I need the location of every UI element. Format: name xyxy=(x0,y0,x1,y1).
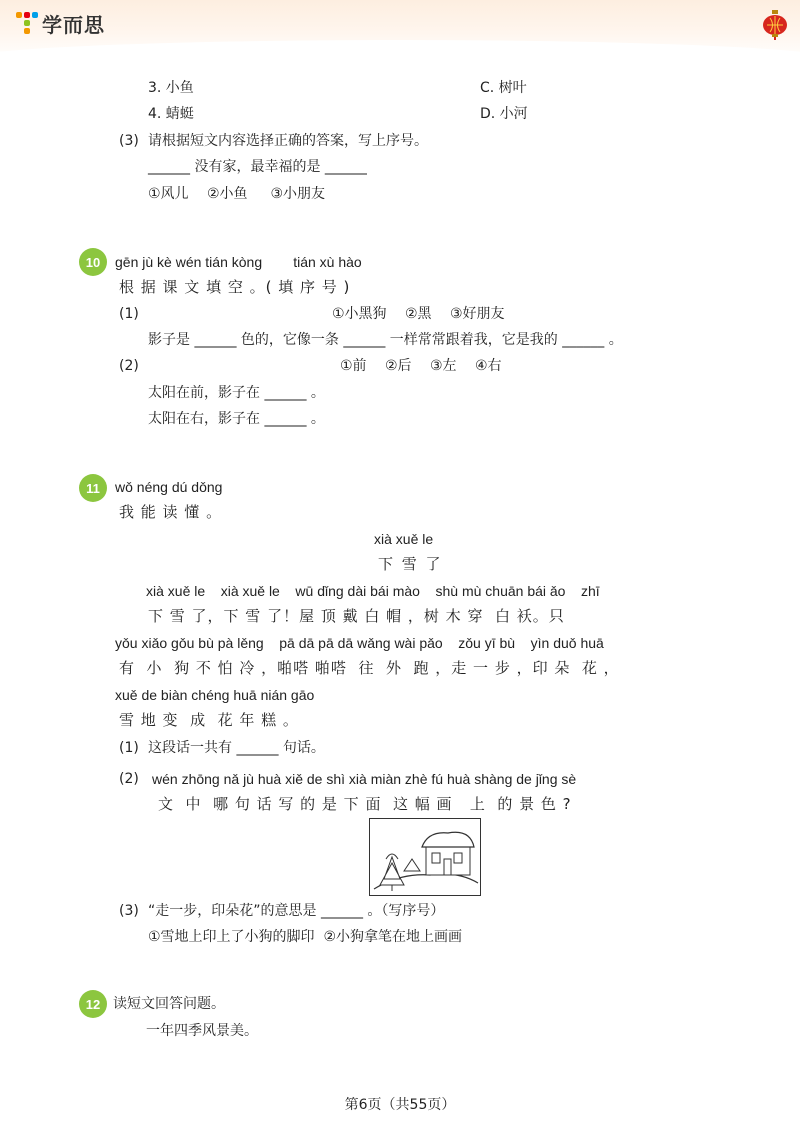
poem-line3: 雪 地 变 成 花 年 糕 。 xyxy=(119,711,299,729)
snow-house-tree-illustration xyxy=(370,819,480,895)
poem-line2-pinyin: yǒu xiǎo gǒu bù pà lěng pā dā pā dā wǎng wài pǎo zǒu yī bù yìn duǒ huā xyxy=(115,635,604,651)
q9-option-d: D. 小河 xyxy=(480,106,528,122)
q11-number-badge: 11 xyxy=(79,474,107,502)
q10-number-badge: 10 xyxy=(79,248,107,276)
q10-sub2-number: (2) xyxy=(119,358,139,374)
q10-title: 根 据 课 文 填 空 。( 填 序 号 ) xyxy=(119,278,351,296)
q10-sub1-number: (1) xyxy=(119,306,139,322)
brand-name: 学而思 xyxy=(42,12,105,37)
poem-title-pinyin: xià xuě le xyxy=(374,531,434,547)
q9-sub3-options: ①风儿 ②小鱼 ③小朋友 xyxy=(148,186,326,202)
q10-sub1-options: ①小黑狗 ②黑 ③好朋友 xyxy=(332,306,505,322)
q12-number-badge: 12 xyxy=(79,990,107,1018)
q10-sub2-options: ①前 ②后 ③左 ④右 xyxy=(340,358,502,374)
lantern-icon xyxy=(762,10,788,40)
q11-sub2-pinyin: wén zhōng nǎ jù huà xiě de shì xià miàn zhè fú huà shàng de jǐng sè xyxy=(152,771,577,787)
q9-sub3-blank-line: ______ 没有家，最幸福的是 ______ xyxy=(148,159,367,175)
q11-sub3-number: (3) xyxy=(119,903,139,919)
q10-pinyin: gēn jù kè wén tián kòng tián xù hào xyxy=(115,254,362,270)
poem-line2: 有 小 狗 不 怕 冷 ，啪嗒 啪嗒 往 外 跑 ，走 一 步 ，印 朵 花 ， xyxy=(119,659,620,677)
q10-sub2-line2: 太阳在右，影子在 ______ 。 xyxy=(148,411,325,427)
q11-sub1-text: 这段话一共有 ______ 句话。 xyxy=(148,740,325,756)
snow-scene-picture xyxy=(369,818,481,896)
poem-line1-pinyin: xià xuě le xià xuě le wū dǐng dài bái mào shù mù chuān bái ǎo zhī xyxy=(146,583,600,599)
page-header xyxy=(0,0,800,60)
poem-line1: 下 雪 了，下 雪 了！屋 顶 戴 白 帽 ，树 木 穿 白 袄。只 xyxy=(148,607,565,625)
q9-item-4: 4. 蜻蜓 xyxy=(148,106,194,122)
brand-logo xyxy=(14,8,105,38)
q11-sub1-number: (1) xyxy=(119,740,139,756)
q10-sub1-sentence: 影子是 ______ 色的，它像一条 ______ 一样常常跟着我，它是我的 ______ 。 xyxy=(148,332,623,348)
q11-sub2-question: 文 中 哪 句 话 写 的 是 下 面 这 幅 画 上 的 景 色 ? xyxy=(158,795,572,813)
page-number: 第6页（共55页） xyxy=(344,1097,456,1113)
q9-option-c: C. 树叶 xyxy=(480,80,527,96)
q9-item-3: 3. 小鱼 xyxy=(148,80,194,96)
q11-sub3-options: ①雪地上印上了小狗的脚印 ②小狗拿笔在地上画画 xyxy=(148,929,463,945)
q10-sub2-line1: 太阳在前，影子在 ______ 。 xyxy=(148,385,325,401)
q12-passage-line1: 一年四季风景美。 xyxy=(146,1023,258,1039)
poem-title: 下 雪 了 xyxy=(378,555,443,573)
q9-sub3-prompt: 请根据短文内容选择正确的答案，写上序号。 xyxy=(148,133,428,149)
q11-sub3-text: “走一步，印朵花”的意思是 ______ 。（写序号） xyxy=(148,903,445,919)
q12-prompt: 读短文回答问题。 xyxy=(113,996,225,1012)
header-curve xyxy=(0,40,800,80)
brand-logo-icon xyxy=(14,10,38,36)
q11-pinyin: wǒ néng dú dǒng xyxy=(115,479,223,495)
q9-sub3-number: (3) xyxy=(119,133,139,149)
q11-title: 我 能 读 懂 。 xyxy=(119,503,223,521)
poem-line3-pinyin: xuě de biàn chéng huā nián gāo xyxy=(115,687,315,703)
q11-sub2-number: (2) xyxy=(119,771,139,787)
